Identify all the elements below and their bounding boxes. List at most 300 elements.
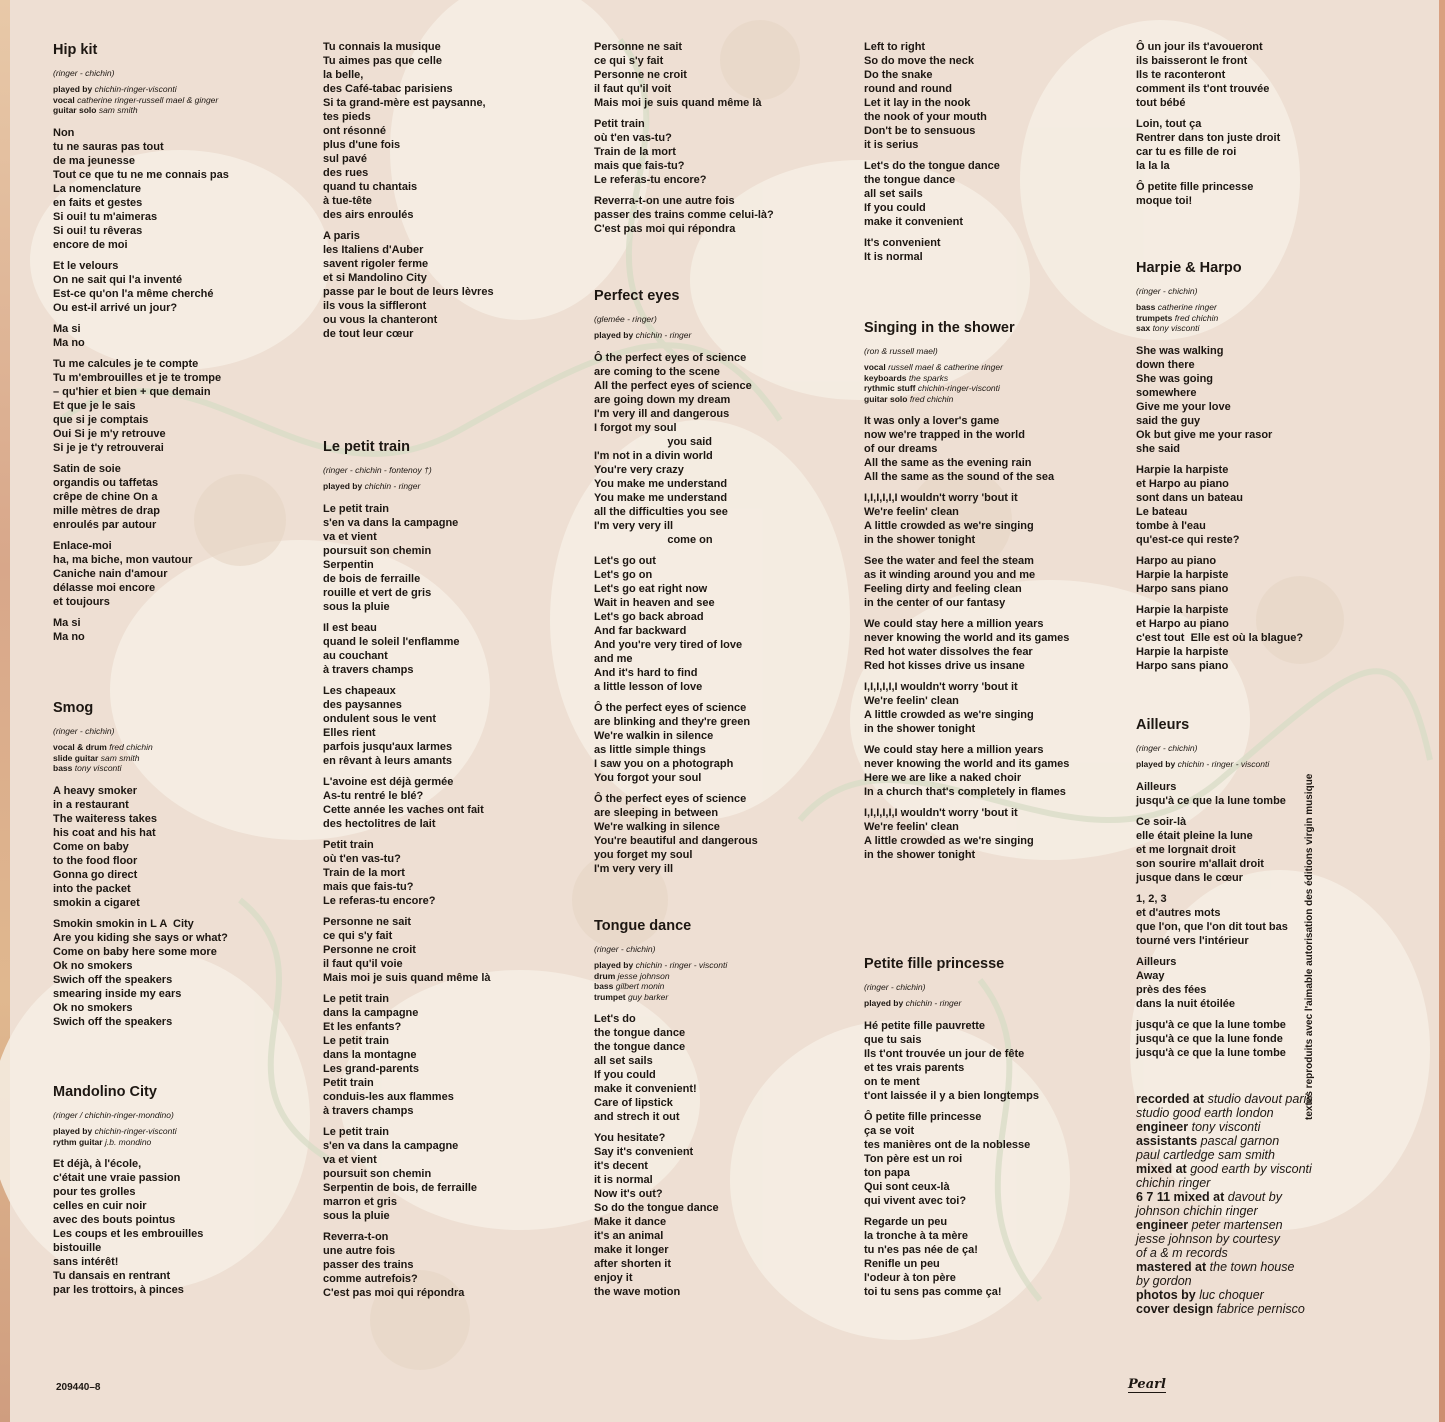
production-line (1136, 1218, 1356, 1232)
credit-person: jesse johnson (617, 970, 670, 981)
lyric-stanza (53, 357, 298, 455)
lyric-line: Tu m'embrouilles et je te trompe (53, 371, 222, 384)
credit-person: catherine ringer-russell mael & ginger (77, 94, 219, 105)
lyric-line: ce qui s'y fait (594, 55, 664, 67)
lyric-line: sous la pluie (323, 600, 390, 613)
lyric-stanza (864, 491, 1109, 547)
lyric-line: Et que je le sais (53, 399, 136, 412)
lyric-stanza (1136, 780, 1381, 808)
song-authors: (ringer - chichin) (1136, 286, 1198, 296)
lyric-line: celles en cuir noir (53, 1200, 147, 1212)
lyric-line: en rêvant à leurs amants (323, 754, 453, 767)
lyric-line: Come on baby (53, 840, 129, 853)
credit-line (53, 742, 298, 753)
song-authors: (ringer - chichin) (53, 726, 115, 736)
lyric-stanza (594, 1012, 839, 1124)
credit-role: played by (53, 84, 93, 94)
lyric-line: Ô the perfect eyes of science (594, 351, 747, 364)
lyric-stanza (864, 1110, 1109, 1208)
lyric-line: Serpentin de bois, de ferraille (323, 1181, 478, 1194)
production-credits (1136, 1092, 1356, 1316)
lyric-stanza (1136, 955, 1381, 1011)
lyric-line: car tu es fille de roi (1136, 146, 1237, 158)
lyric-line: It is normal (864, 251, 923, 263)
production-detail: jesse johnson by courtesy (1136, 1232, 1280, 1246)
lyric-line: ondulent sous le vent (323, 712, 437, 725)
lyric-line: Le bateau (1136, 505, 1188, 518)
production-line (1136, 1106, 1356, 1120)
lyric-line: I'm not in a divin world (594, 449, 713, 462)
lyric-line: bistouille (53, 1242, 102, 1254)
lyric-line: L'avoine est déjà germée (323, 775, 454, 788)
lyric-line: c'est tout Elle est où la blague? (1136, 631, 1304, 644)
lyric-line: We're walking in silence (594, 820, 720, 833)
lyric-line: it is normal (594, 1174, 653, 1186)
lyric-line: et toujours (53, 595, 110, 608)
lyric-line: Reverra-t-on (323, 1230, 389, 1243)
lyric-line: it's decent (594, 1160, 648, 1172)
lyric-line: Ce soir-là (1136, 815, 1187, 828)
song-title: Petite fille princesse (864, 956, 1005, 972)
lyric-line: Le petit train (323, 1034, 390, 1047)
credit-role: vocal & drum (53, 742, 107, 752)
catalog-number: 209440–8 (56, 1382, 101, 1393)
lyric-line: Les chapeaux (323, 684, 396, 697)
lyric-line: Let's go eat right now (594, 582, 708, 595)
lyric-line: Ô the perfect eyes of science (594, 792, 747, 805)
song-authors: (glemée - ringer) (594, 314, 657, 324)
lyric-line: make it convenient (864, 216, 964, 228)
lyric-line: Ok no smokers (53, 959, 133, 972)
lyric-line: Harpo sans piano (1136, 659, 1229, 672)
song-title: Tongue dance (594, 918, 692, 934)
production-line (1136, 1232, 1356, 1246)
lyric-line: Loin, tout ça (1136, 118, 1202, 130)
lyric-line: C'est pas moi qui répondra (323, 1286, 465, 1299)
lyric-line: 1, 2, 3 (1136, 892, 1167, 905)
credit-person: fred chichin (909, 393, 954, 404)
production-detail: davout by (1227, 1190, 1282, 1204)
lyric-line: jusqu'à ce que la lune tombe (1136, 1046, 1286, 1059)
lyric-line: I saw you on a photograph (594, 757, 734, 770)
lyric-stanza (594, 792, 839, 876)
lyric-line: Away (1136, 969, 1165, 982)
credit-person: fred chichin (1174, 312, 1219, 323)
lyric-line: que si je comptais (53, 413, 149, 426)
lyric-stanza (53, 917, 298, 1029)
lyric-line: passer des trains comme celui-là? (594, 209, 774, 221)
lyric-line: jusqu'à ce que la lune tombe (1136, 1018, 1286, 1031)
lyric-stanza (53, 126, 298, 252)
lyric-line: So do move the neck (864, 55, 975, 67)
production-line (1136, 1302, 1356, 1316)
lyric-line: jusqu'à ce que la lune tombe (1136, 794, 1286, 807)
lyric-line: round and round (864, 83, 952, 95)
lyric-line: sous la pluie (323, 1209, 390, 1222)
lyric-line: et Harpo au piano (1136, 477, 1229, 490)
lyric-line: smearing inside my ears (53, 987, 182, 1000)
lyric-line: And it's hard to find (594, 666, 698, 679)
lyric-line: dans la nuit étoilée (1136, 997, 1236, 1010)
lyric-line: parfois jusqu'aux larmes (323, 740, 453, 753)
credit-line (1136, 302, 1381, 313)
lyric-line: Personne ne sait (323, 915, 412, 928)
lyric-line: somewhere (1136, 386, 1197, 399)
credit-line (53, 95, 298, 106)
lyric-line: Et les enfants? (323, 1020, 402, 1033)
lyric-line: Ô petite fille princesse (1136, 181, 1254, 193)
lyric-stanza (323, 621, 568, 677)
lyric-line: Petit train (323, 1076, 374, 1089)
lyric-line: à travers champs (323, 1104, 414, 1117)
credit-line (594, 971, 839, 982)
lyric-line: des paysannes (323, 698, 402, 711)
credit-person: chichin - ringer (905, 998, 962, 1008)
lyric-line: où t'en vas-tu? (323, 852, 401, 865)
lyric-line: que l'on, que l'on dit tout bas (1136, 920, 1288, 933)
lyric-line: You're very crazy (594, 463, 684, 476)
production-line (1136, 1246, 1356, 1260)
song-credits (594, 960, 839, 1002)
song-credits (53, 84, 298, 116)
lyric-line: Le petit train (323, 1125, 390, 1138)
credit-person: chichin - ringer - visconti (635, 960, 728, 970)
credit-role: rythmic stuff (864, 383, 916, 393)
lyric-line: rouille et vert de gris (323, 586, 432, 599)
lyric-line: à travers champs (323, 663, 414, 676)
lyric-line: Ma no (53, 630, 85, 643)
lyric-line: Enlace-moi (53, 539, 112, 552)
lyric-line: qu'est-ce qui reste? (1136, 533, 1240, 546)
lyric-line: Ma si (53, 616, 81, 629)
lyric-line: Les grand-parents (323, 1062, 419, 1075)
credit-person: sam smith (100, 752, 140, 763)
lyric-line: We're walkin in silence (594, 729, 714, 742)
lyric-line: Harpie la harpiste (1136, 568, 1229, 581)
song-credits (1136, 302, 1381, 334)
lyric-line: son sourire m'allait droit (1136, 857, 1264, 870)
song-authors: (ringer - chichin) (53, 68, 115, 78)
song-title: Smog (53, 700, 94, 716)
lyric-line: Oui Si je m'y retrouve (53, 427, 166, 440)
credit-role: vocal (53, 94, 75, 105)
lyric-line: Est-ce qu'on l'a même cherché (53, 287, 214, 300)
lyric-line: in the shower tonight (864, 723, 976, 735)
lyric-line: Si oui! tu m'aimeras (53, 210, 158, 223)
pearl-logo: Pearl (1128, 1377, 1166, 1392)
song-le-petit-train (323, 439, 568, 1307)
lyric-line: Ils t'ont trouvée un jour de fête (864, 1047, 1025, 1060)
lyric-line: If you could (864, 202, 926, 214)
lyric-line: et Harpo au piano (1136, 617, 1229, 630)
lyric-line: You hesitate? (594, 1132, 666, 1144)
lyric-line: We're feelin' clean (864, 695, 959, 707)
lyric-line: Hé petite fille pauvrette (864, 1019, 986, 1032)
lyric-line: il faut qu'il voit (594, 83, 672, 95)
lyric-line: dans la montagne (323, 1048, 417, 1061)
lyric-line: I,I,I,I,I,I wouldn't worry 'bout it (864, 681, 1018, 693)
lyric-stanza (323, 915, 568, 985)
lyric-stanza (1136, 815, 1381, 885)
lyric-stanza (1136, 1018, 1381, 1060)
lyric-line: toi tu sens pas comme ça! (864, 1285, 1002, 1298)
lyric-line: sans intérêt! (53, 1256, 119, 1268)
production-line (1136, 1288, 1356, 1302)
lyric-line: ça se voit (864, 1124, 915, 1137)
production-line (1136, 1204, 1356, 1218)
lyric-stanza (323, 229, 568, 341)
lyric-stanza (323, 1125, 568, 1223)
lyric-line: qui vivent avec toi? (864, 1194, 967, 1207)
song-authors: (ringer - chichin) (594, 944, 656, 954)
song-title: Perfect eyes (594, 288, 680, 304)
lyric-stanza (864, 40, 1109, 152)
credit-line (323, 481, 568, 492)
lyric-line: Satin de soie (53, 462, 121, 475)
lyric-line: des rues (323, 167, 369, 179)
lyric-stanza (53, 616, 298, 644)
lyric-line: It was only a lover's game (864, 415, 1000, 427)
lyric-line: tes manières ont de la noblesse (864, 1138, 1031, 1151)
lyric-line: Personne ne sait (594, 41, 683, 53)
lyric-line: So do the tongue dance (594, 1202, 719, 1214)
credit-line (1136, 759, 1381, 770)
credit-role: slide guitar (53, 752, 99, 763)
production-detail: luc choquer (1199, 1288, 1264, 1302)
lyric-line: par les trottoirs, à pinces (53, 1284, 184, 1296)
production-detail: johnson chichin ringer (1136, 1204, 1258, 1218)
lyric-line: Les coups et les embrouilles (53, 1228, 204, 1240)
lyric-line: I forgot my soul (594, 421, 677, 434)
credit-line (864, 362, 1109, 373)
lyric-line: Harpie la harpiste (1136, 645, 1229, 658)
lyric-line: in the shower tonight (864, 534, 976, 546)
lyric-line: en faits et gestes (53, 196, 143, 209)
lyric-line: It's convenient (864, 237, 941, 249)
lyric-line: tourné vers l'intérieur (1136, 934, 1249, 947)
lyric-stanza (53, 784, 298, 910)
lyric-line: Si ta grand-mère est paysanne, (323, 97, 486, 109)
lyric-line: Gonna go direct (53, 868, 138, 881)
lyric-line: A little crowded as we're singing (864, 520, 1034, 532)
lyric-stanza (323, 502, 568, 614)
lyric-line: va et vient (323, 1153, 377, 1166)
lyric-line: Let it lay in the nook (864, 97, 971, 109)
lyric-line: Petit train (323, 838, 374, 851)
production-detail: paul cartledge sam smith (1136, 1148, 1275, 1162)
lyric-line: Let's do the tongue dance (864, 160, 1000, 172)
lyric-line: et si Mandolino City (323, 272, 427, 284)
song-singing-in-the-shower (864, 320, 1109, 869)
credit-role: vocal (864, 362, 886, 372)
lyric-line: quand le soleil l'enflamme (323, 635, 460, 648)
credit-person: fred chichin (109, 742, 153, 752)
credit-line (864, 394, 1109, 405)
lyric-stanza (323, 684, 568, 768)
production-detail: studio good earth london (1136, 1106, 1274, 1120)
lyric-line: All the same as the sound of the sea (864, 471, 1055, 483)
song-credits (53, 742, 298, 774)
credit-line (53, 1137, 298, 1148)
credit-person: catherine ringer (1157, 302, 1217, 312)
production-detail: tony visconti (1191, 1120, 1261, 1134)
lyric-line: it's an animal (594, 1230, 664, 1242)
song-credits (594, 330, 839, 341)
production-line (1136, 1260, 1356, 1274)
lyric-line: into the packet (53, 882, 131, 895)
song-le-petit-train-continued (594, 40, 839, 243)
lyric-line: We're feelin' clean (864, 821, 959, 833)
credit-line (594, 330, 839, 341)
lyric-line: Feeling dirty and feeling clean (864, 583, 1022, 595)
lyric-line: comme autrefois? (323, 1272, 418, 1285)
lyric-line: ils vous la siffleront (323, 300, 427, 312)
credit-person: gilbert monin (615, 981, 665, 991)
production-detail: pascal garnon (1200, 1134, 1280, 1148)
credit-role: played by (864, 998, 904, 1008)
lyric-stanza (53, 462, 298, 532)
lyric-line: All the same as the evening rain (864, 457, 1032, 469)
lyric-line: after shorten it (594, 1258, 672, 1270)
lyric-line: Et le velours (53, 259, 119, 272)
lyric-line: jusqu'à ce que la lune fonde (1136, 1032, 1283, 1045)
song-credits (53, 1126, 298, 1147)
song-authors: (ringer - chichin - fontenoy †) (323, 465, 432, 475)
lyric-line: it is serius (864, 139, 919, 151)
credit-role: trumpets (1136, 312, 1173, 323)
lyric-line: Harpie la harpiste (1136, 463, 1229, 476)
lyric-line: As-tu rentré le blé? (323, 789, 424, 802)
lyric-stanza (323, 1230, 568, 1300)
lyric-line: Rentrer dans ton juste droit (1136, 132, 1281, 144)
lyric-line: Let's go back abroad (594, 610, 704, 623)
lyric-line: Harpo au piano (1136, 554, 1217, 567)
lyric-line: tes pieds (323, 111, 371, 123)
lyric-line: Come on baby here some more (53, 945, 217, 958)
lyric-line: La nomenclature (53, 182, 142, 195)
production-detail: peter martensen (1191, 1218, 1283, 1232)
lyric-line: Il est beau (323, 621, 377, 634)
credit-line (53, 753, 298, 764)
lyric-line: de tout leur cœur (323, 328, 414, 340)
lyric-line: Serpentin (323, 558, 374, 571)
song-credits (864, 362, 1109, 404)
lyric-line: said the guy (1136, 414, 1201, 427)
lyric-line: never knowing the world and its games (864, 758, 1070, 770)
lyric-line: mais que fais-tu? (594, 160, 685, 172)
credit-line (594, 981, 839, 992)
lyric-line: pour tes grolles (53, 1186, 136, 1198)
lyric-line: and strech it out (594, 1111, 680, 1123)
credit-role: played by (594, 330, 634, 340)
lyric-line: the tongue dance (594, 1027, 686, 1039)
song-title: Singing in the shower (864, 320, 1015, 336)
lyric-stanza (594, 1131, 839, 1299)
credit-line (864, 383, 1109, 394)
lyric-line: You forgot your soul (594, 771, 702, 784)
lyric-line: Red hot kisses drive us insane (864, 660, 1025, 672)
lyric-line: Swich off the speakers (53, 1015, 173, 1028)
lyric-stanza (594, 194, 839, 236)
lyric-line: à tue-tête (323, 195, 372, 207)
lyric-line: Let's go on (594, 568, 653, 581)
song-authors: (ringer - chichin) (1136, 743, 1198, 753)
lyric-line: you forget my soul (594, 848, 693, 861)
lyric-line: Ô un jour ils t'avoueront (1136, 41, 1263, 53)
production-line (1136, 1120, 1356, 1134)
song-title: Mandolino City (53, 1084, 157, 1100)
lyric-line: marron et gris (323, 1195, 397, 1208)
lyric-line: et d'autres mots (1136, 906, 1221, 919)
lyric-line: ou vous la chanteront (323, 314, 438, 326)
lyric-line: t'ont laissée il y a bien longtemps (864, 1089, 1039, 1102)
lyric-line: que tu sais (864, 1033, 922, 1046)
credit-person: chichin - ringer (635, 330, 692, 340)
lyric-line: au couchant (323, 649, 388, 662)
credit-line (594, 960, 839, 971)
credit-person: sam smith (98, 105, 138, 115)
song-harpie-et-harpo (1136, 260, 1381, 680)
lyric-line: Here we are like a naked choir (864, 772, 1022, 784)
lyric-line: Ok no smokers (53, 1001, 133, 1014)
lyric-line: Train de la mort (323, 866, 405, 879)
lyric-line: Regarde un peu (864, 1215, 948, 1228)
lyric-line: We could stay here a million years (864, 618, 1044, 630)
lyric-line: Et déjà, à l'école, (53, 1158, 142, 1170)
lyric-stanza (594, 701, 839, 785)
lyric-line: il faut qu'il voie (323, 957, 403, 970)
lyric-line: as little simple things (594, 743, 706, 756)
lyric-line: Left to right (864, 41, 926, 53)
lyric-stanza (864, 159, 1109, 229)
lyric-line: in a restaurant (53, 798, 129, 811)
lyric-stanza (323, 775, 568, 831)
lyric-line: you said (594, 435, 712, 448)
lyric-stanza (53, 259, 298, 315)
lyric-line: Ils te raconteront (1136, 69, 1226, 81)
lyric-line: Tu me calcules je te compte (53, 357, 199, 370)
lyric-line: You're beautiful and dangerous (594, 834, 758, 847)
lyric-line: Ou est-il arrivé un jour? (53, 301, 178, 314)
song-credits (323, 481, 568, 492)
production-line (1136, 1134, 1356, 1148)
lyric-line: Qui sont ceux-là (864, 1180, 950, 1193)
credit-role: bass (1136, 302, 1156, 312)
lyric-line: une autre fois (323, 1244, 396, 1257)
lyric-line: in the shower tonight (864, 849, 976, 861)
lyric-line: Caniche nain d'amour (53, 567, 168, 580)
credit-role: played by (323, 481, 363, 491)
lyric-line: mille mètres de drap (53, 504, 160, 517)
lyric-stanza (1136, 463, 1381, 547)
lyric-line: des airs enroulés (323, 209, 414, 221)
song-authors: (ringer / chichin-ringer-mondino) (53, 1110, 174, 1120)
lyric-line: And you're very tired of love (594, 638, 743, 651)
credit-role: sax (1136, 323, 1151, 333)
lyric-line: smokin a cigaret (53, 896, 140, 909)
credit-role: bass (594, 981, 614, 991)
lyric-line: Make it dance (594, 1216, 667, 1228)
song-tongue-dance (594, 918, 839, 1306)
lyric-line: are blinking and they're green (594, 715, 751, 728)
lyric-line: See the water and feel the steam (864, 555, 1034, 567)
lyric-line: mais que fais-tu? (323, 880, 414, 893)
lyric-line: We're feelin' clean (864, 506, 959, 518)
lyric-line: ont résonné (323, 125, 386, 137)
lyric-line: des hectolitres de lait (323, 817, 436, 830)
lyric-line: avec des bouts pointus (53, 1214, 176, 1226)
lyric-stanza (1136, 344, 1381, 456)
